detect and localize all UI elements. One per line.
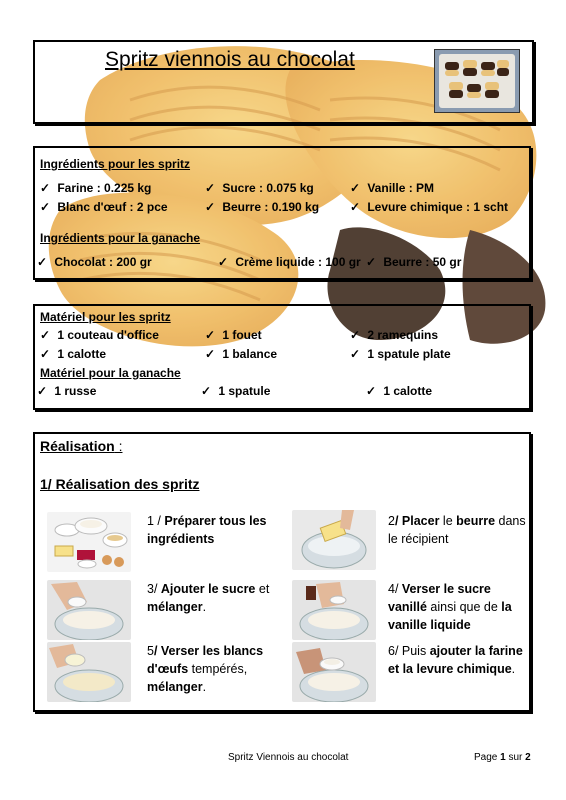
ingredient-item: ✓ Crème liquide : 100 gr xyxy=(218,255,361,269)
ingredient-item: ✓ Levure chimique : 1 scht xyxy=(350,200,509,214)
step-6-text: 6/ Puis ajouter la farine et la levure chimique. xyxy=(388,644,523,676)
check-icon: ✓ xyxy=(40,181,51,195)
ingredient-item: ✓ Beurre : 50 gr xyxy=(366,255,462,269)
step-3-text: 3/ Ajouter le sucre et mélanger. xyxy=(147,582,270,614)
page-title: Spritz viennois au chocolat xyxy=(105,48,355,71)
materiel-item: ✓ 1 fouet xyxy=(205,328,262,342)
check-icon: ✓ xyxy=(350,181,361,195)
materiel-box xyxy=(33,304,531,410)
materiel-ganache-heading: Matériel pour la ganache xyxy=(40,366,181,380)
check-icon: ✓ xyxy=(40,347,51,361)
check-icon: ✓ xyxy=(205,347,216,361)
check-icon: ✓ xyxy=(201,384,212,398)
ingredient-item: ✓ Farine : 0.225 kg xyxy=(40,181,152,195)
check-icon: ✓ xyxy=(218,255,229,269)
ingredients-ganache-heading: Ingrédients pour la ganache xyxy=(40,231,201,245)
step-1-image xyxy=(47,512,131,572)
step-4-image xyxy=(292,580,376,640)
materiel-item: ✓ 1 calotte xyxy=(40,347,107,361)
materiel-item: ✓ 1 couteau d'office xyxy=(40,328,159,342)
step-4-text: 4/ Verser le sucre vanillé ainsi que de la vanille liquide xyxy=(388,582,512,632)
step-6-image xyxy=(292,642,376,702)
check-icon: ✓ xyxy=(37,384,48,398)
check-icon: ✓ xyxy=(40,200,51,214)
ingredients-box xyxy=(33,146,531,280)
check-icon: ✓ xyxy=(366,255,377,269)
ingredient-item: ✓ Chocolat : 200 gr xyxy=(37,255,152,269)
step-5-text: 5/ Verser les blancs d'œufs tempérés, mélanger. xyxy=(147,644,264,694)
materiel-item: ✓ 1 spatule plate xyxy=(350,347,451,361)
check-icon: ✓ xyxy=(350,328,361,342)
check-icon: ✓ xyxy=(205,328,216,342)
realisation-title: Réalisation : xyxy=(40,438,123,454)
footer-title: Spritz Viennois au chocolat xyxy=(228,752,349,763)
page-number: Page 1 sur 2 xyxy=(474,752,531,763)
check-icon: ✓ xyxy=(205,181,216,195)
check-icon: ✓ xyxy=(350,347,361,361)
ingredients-spritz-heading: Ingrédients pour les spritz xyxy=(40,157,191,171)
materiel-item: ✓ 1 russe xyxy=(37,384,97,398)
check-icon: ✓ xyxy=(350,200,361,214)
step-2-image xyxy=(292,510,376,570)
check-icon: ✓ xyxy=(205,200,216,214)
check-icon: ✓ xyxy=(40,328,51,342)
step-3-image xyxy=(47,580,131,640)
check-icon: ✓ xyxy=(366,384,377,398)
materiel-item: ✓ 1 balance xyxy=(205,347,278,361)
materiel-item: ✓ 2 ramequins xyxy=(350,328,439,342)
ingredient-item: ✓ Sucre : 0.075 kg xyxy=(205,181,314,195)
check-icon: ✓ xyxy=(37,255,48,269)
realisation-subtitle: 1/ Réalisation des spritz xyxy=(40,476,200,492)
step-5-image xyxy=(47,642,131,702)
title-box xyxy=(33,40,534,124)
materiel-item: ✓ 1 calotte xyxy=(366,384,433,398)
realisation-box xyxy=(33,432,531,712)
step-1-text: 1 / Préparer tous les ingrédients xyxy=(147,514,267,546)
materiel-item: ✓ 1 spatule xyxy=(201,384,271,398)
ingredient-item: ✓ Beurre : 0.190 kg xyxy=(205,200,320,214)
step-2-text: 2/ Placer le beurre dans le récipient xyxy=(388,514,526,546)
ingredient-item: ✓ Vanille : PM xyxy=(350,181,435,195)
materiel-spritz-heading: Matériel pour les spritz xyxy=(40,310,171,324)
cookies-thumbnail-image xyxy=(434,49,520,113)
ingredient-item: ✓ Blanc d'œuf : 2 pce xyxy=(40,200,168,214)
